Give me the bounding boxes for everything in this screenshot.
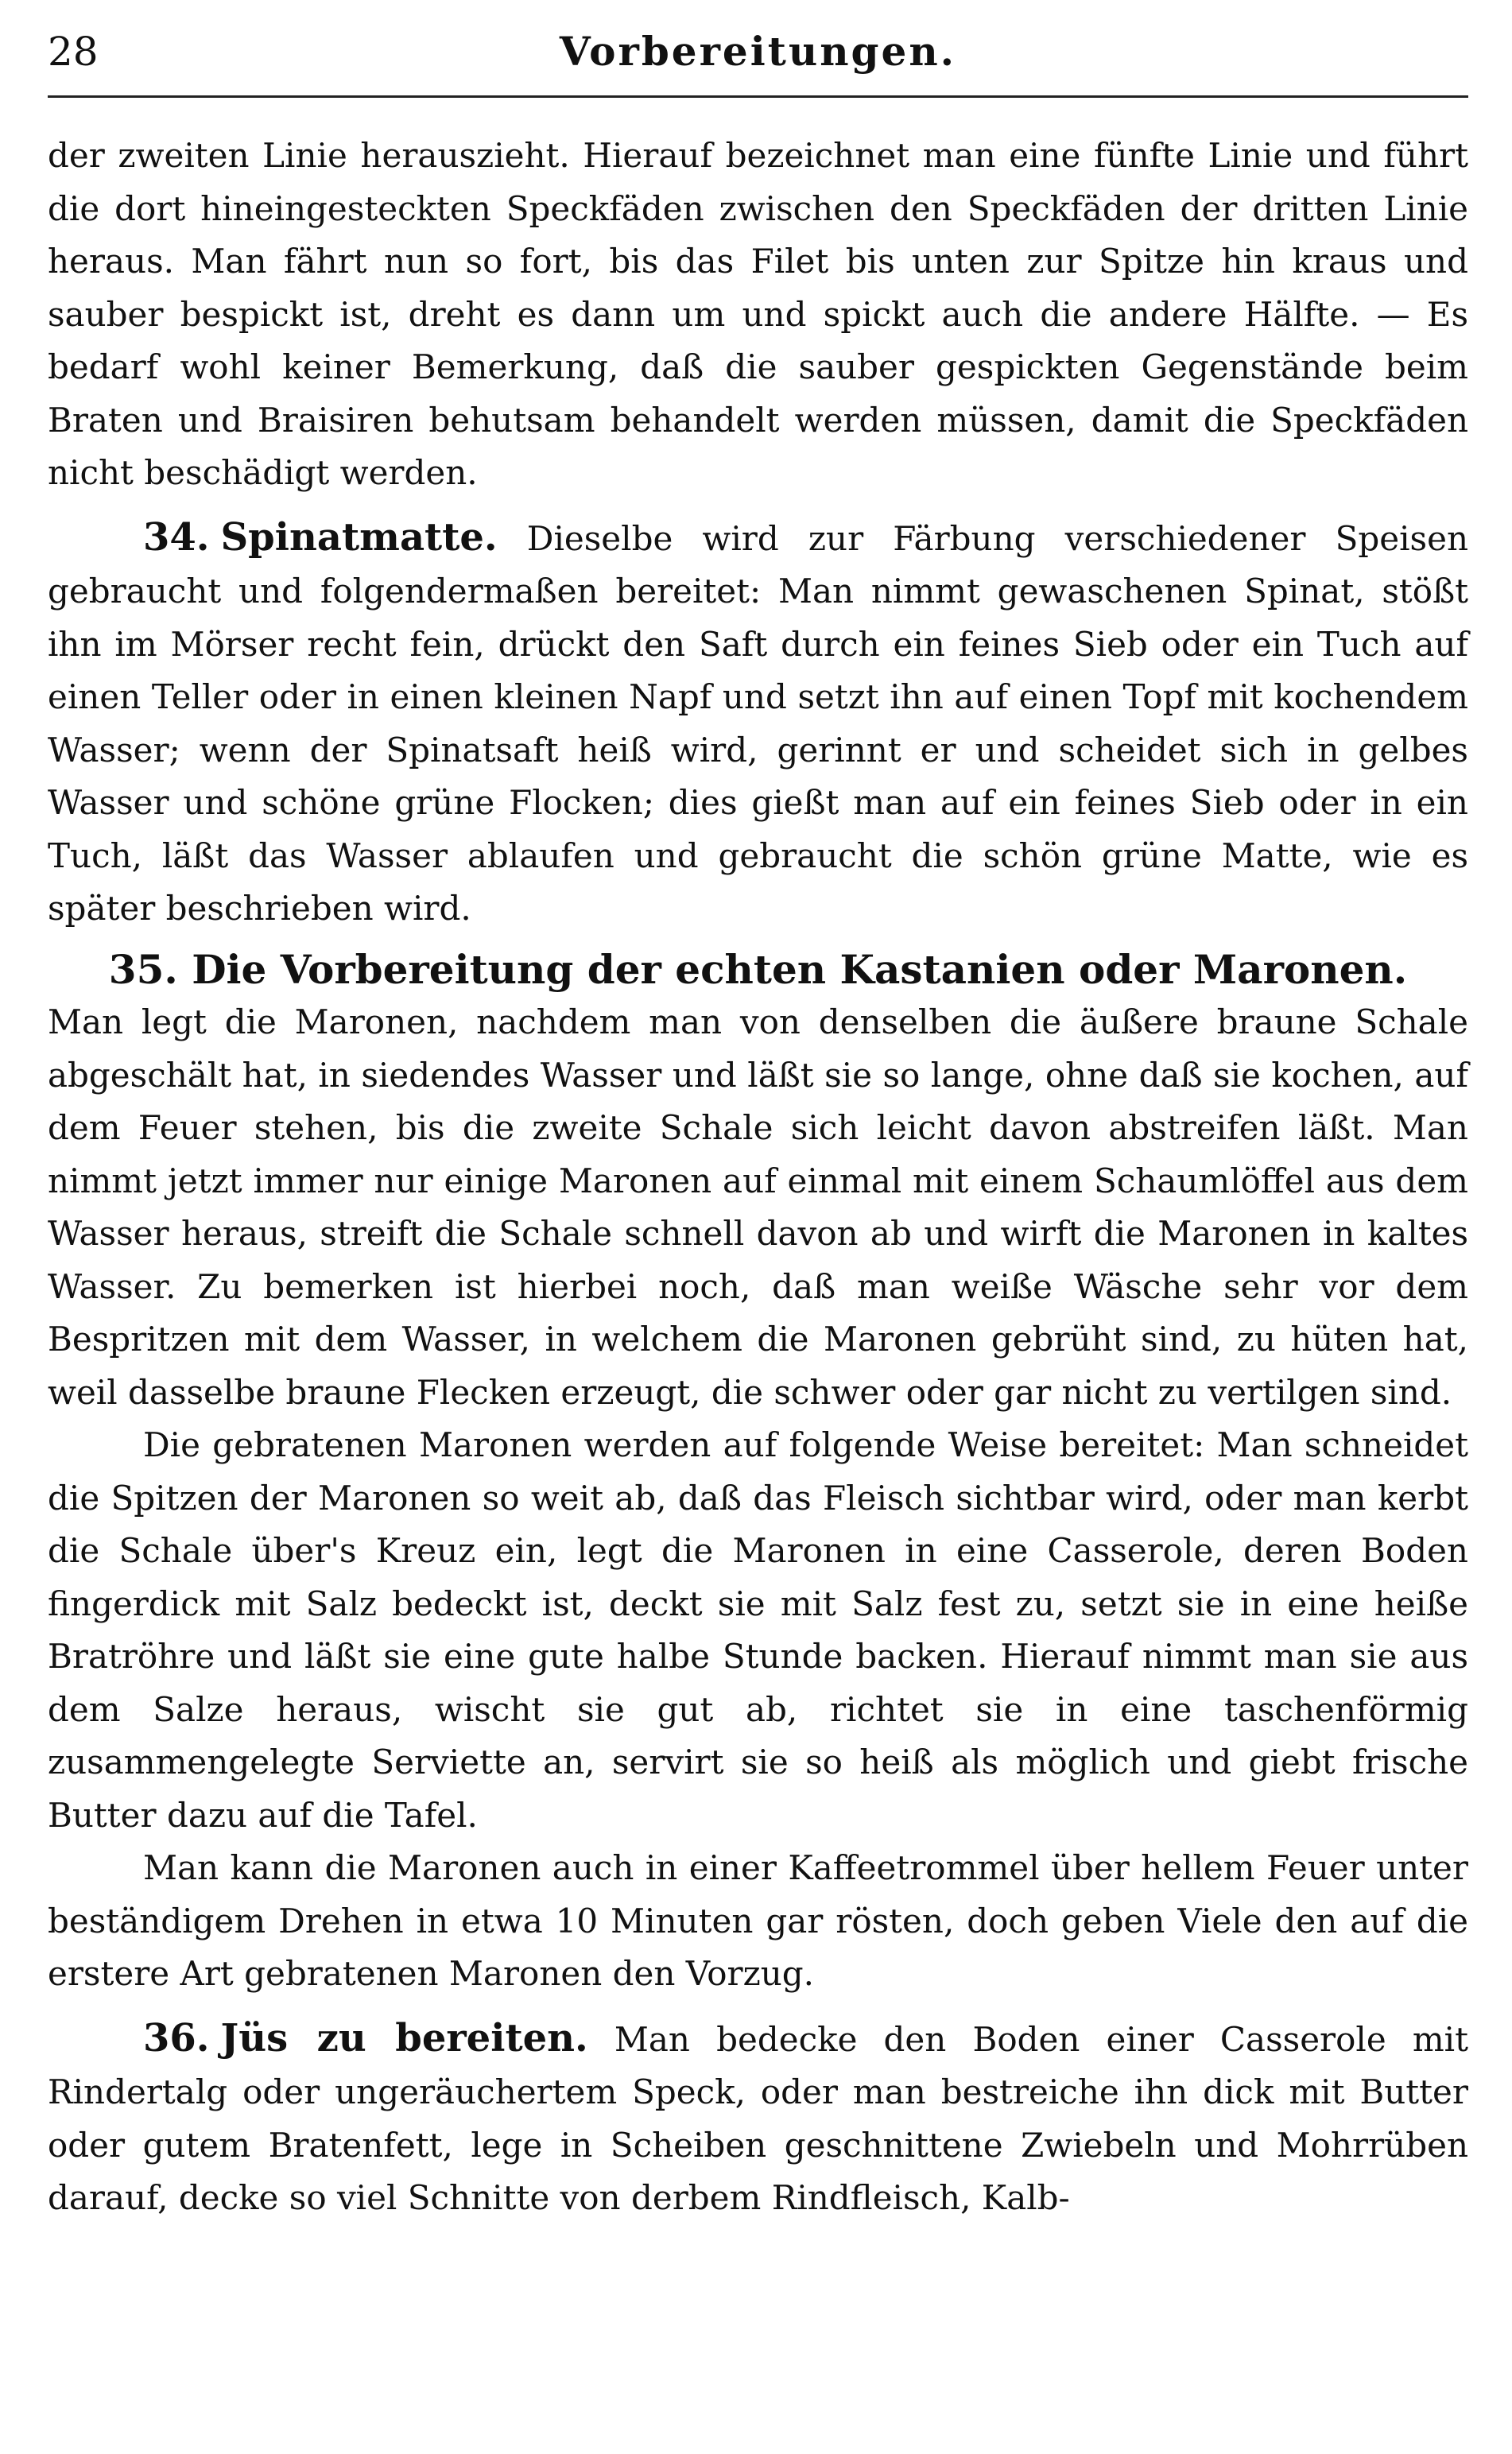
section-34-heading: Spinatmatte. [220, 514, 498, 560]
section-34-number: 34. [143, 514, 210, 560]
section-36 [48, 2012, 1468, 2225]
section-36-number: 36. [143, 2015, 210, 2061]
section-35-text-2: Die gebratenen Maronen werden auf folgende Weise bereitet: Man schneidet die Spitzen der Maronen so weit ab, daß das Fleisch sichtbar wird, oder man kerbt die Schale über's Kreuz ein, legt die Maronen in eine Casserole, deren Boden fingerdick mit Salz bedeckt ist, deckt sie mit Salz fest zu, setzt sie in eine heiße Bratröhre und läßt sie eine gute halbe Stunde backen. Hierauf nimmt man sie aus dem Salze heraus, wischt sie gut ab, richtet sie in eine taschenförmig zusammengelegte Serviette an, servirt sie so heiß als möglich und giebt frische Butter dazu auf die Tafel. [48, 1425, 1468, 1835]
continued-text: der zweiten Linie herauszieht. Hierauf bezeichnet man eine fünfte Linie und führt die dort hineingesteckten Speckfäden zwischen den Speckfäden der dritten Linie heraus. Man fährt nun so fort, bis das Filet bis unten zur Spitze hin kraus und sauber bespickt ist, dreht es dann um und spickt auch die andere Hälfte. — Es bedarf wohl keiner Bemerkung, daß die sauber gespickten Gegenstände beim Braten und Braisiren behutsam behandelt werden müssen, damit die Speckfäden nicht beschädigt werden. [48, 136, 1468, 492]
section-35-paragraph-1 [48, 996, 1468, 1419]
continued-paragraph [48, 130, 1468, 500]
section-35-paragraph-3 [48, 1842, 1468, 2001]
section-35-text-3: Man kann die Maronen auch in einer Kaffeetrommel über hellem Feuer unter beständigem Drehen in etwa 10 Minuten gar rösten, doch geben Viele den auf die erstere Art gebratenen Maronen den Vorzug. [48, 1848, 1468, 1993]
section-36-heading: Jüs zu bereiten. [220, 2015, 588, 2061]
page-number: 28 [48, 29, 99, 75]
section-35-heading: 35. Die Vorbereitung der echten Kastanien oder Maronen. [108, 945, 1408, 993]
section-35-paragraph-2 [48, 1419, 1468, 1842]
section-36-text: Man bedecke den Boden einer Casserole mit Rindertalg oder ungeräuchertem Speck, oder man bestreiche ihn dick mit Butter oder gutem Bratenfett, lege in Scheiben geschnittene Zwiebeln und Mohrrüben darauf, decke so viel Schnitte von derbem Rindfleisch, Kalb- [48, 2019, 1468, 2217]
running-head: Vorbereitungen. [559, 28, 957, 75]
page-header [48, 28, 1468, 98]
section-34 [48, 511, 1468, 936]
section-35-text-1: Man legt die Maronen, nachdem man von denselben die äußere braune Schale abgeschält hat, in siedendes Wasser und läßt sie so lange, ohne daß sie kochen, auf dem Feuer stehen, bis die zweite Schale sich leicht davon abstreifen läßt. Man nimmt jetzt immer nur einige Maronen auf einmal mit einem Schaumlöffel aus dem Wasser heraus, streift die Schale schnell davon ab und wirft die Maronen in kaltes Wasser. Zu bemerken ist hierbei noch, daß man weiße Wäsche sehr vor dem Bespritzen mit dem Wasser, in welchem die Maronen gebrüht sind, zu hüten hat, weil dasselbe braune Flecken erzeugt, die schwer oder gar nicht zu vertilgen sind. [48, 1002, 1468, 1412]
section-34-text: Dieselbe wird zur Färbung verschiedener Speisen gebraucht und folgendermaßen bereitet: Man nimmt gewaschenen Spinat, stößt ihn im Mörser recht fein, drückt den Saft durch ein feines Sieb oder ein Tuch auf einen Teller oder in einen kleinen Napf und setzt ihn auf einen Topf mit kochendem Wasser; wenn der Spinatsaft heiß wird, gerinnt er und scheidet sich in gelbes Wasser und schöne grüne Flocken; dies gießt man auf ein feines Sieb oder in ein Tuch, läßt das Wasser ablaufen und gebraucht die schön grüne Matte, wie es später beschrieben wird. [48, 518, 1468, 928]
